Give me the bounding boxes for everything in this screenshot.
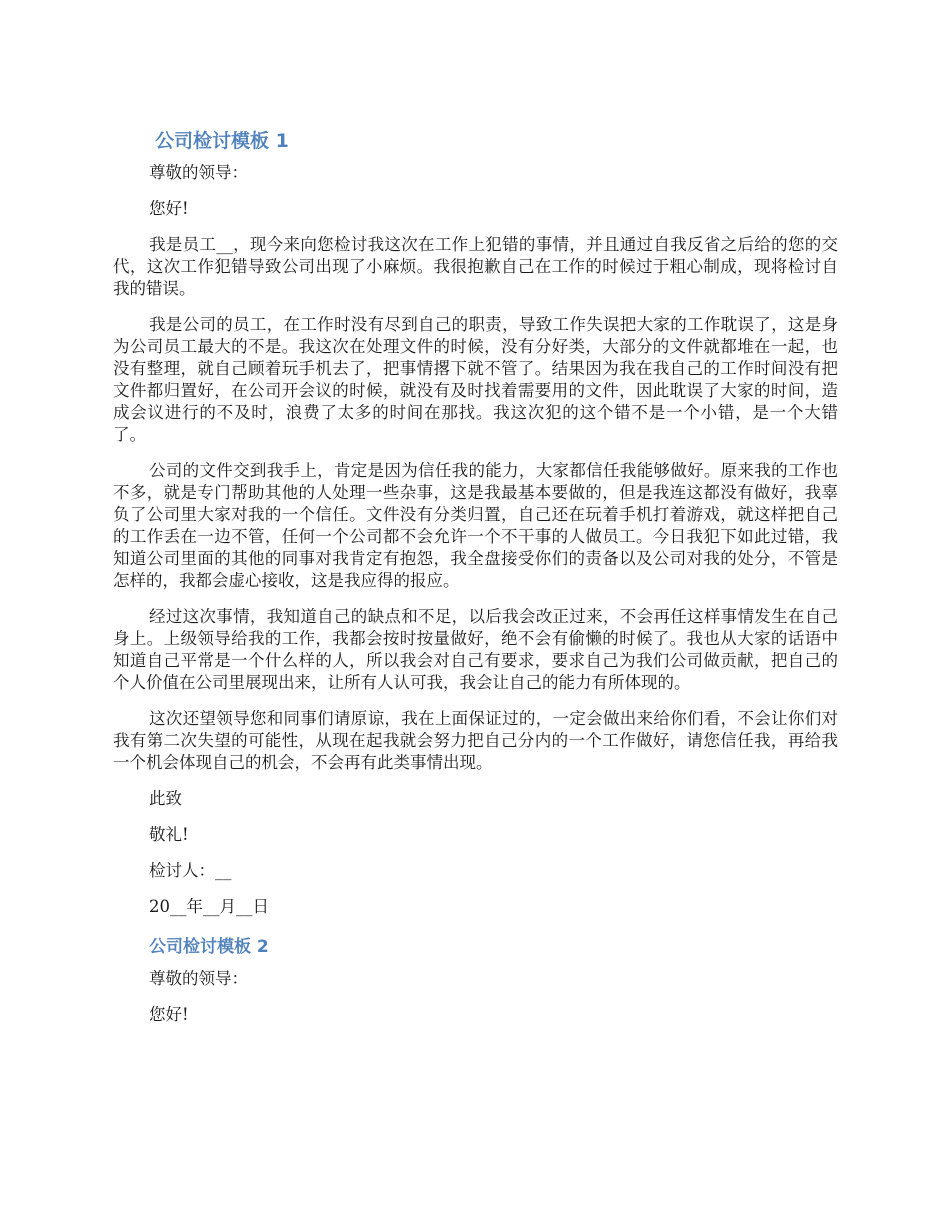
salutation-2: 尊敬的领导： xyxy=(149,969,248,988)
section-heading-2: 公司检讨模板 2 xyxy=(149,937,269,957)
closing-line-1: 此致 xyxy=(149,789,182,808)
date-line: 20__年__月__日 xyxy=(149,897,269,916)
body-paragraph-4: 经过这次事情，我知道自己的缺点和不足，以后我会改正过来，不会再任这样事情发生在自己身上。上级领导给我的工作，我都会按时按量做好，绝不会有偷懒的时候了。我也从大家的话语中知道自己平常是一个什么样的人，所以我会对自己有要求，要求自己为我们公司做贡献，把自己的个人价值在公司里展现出来，让所有人认可我，我会让自己的能力有所体现的。 xyxy=(113,607,838,692)
salutation: 尊敬的领导： xyxy=(149,163,248,182)
body-paragraph-1: 我是员工__，现今来向您检讨我这次在工作上犯错的事情，并且通过自我反省之后给的您的交代，这次工作犯错导致公司出现了小麻烦。我很抱歉自己在工作的时候过于粗心制成，现将检讨自我的错误。 xyxy=(113,235,838,298)
body-paragraph-2: 我是公司的员工，在工作时没有尽到自己的职责，导致工作失误把大家的工作耽误了，这是身为公司员工最大的不是。我这次在处理文件的时候，没有分好类，大部分的文件就都堆在一起，也没有整理，就自己顾着玩手机去了，把事情撂下就不管了。结果因为我在我自己的工作时间没有把文件都归置好，在公司开会议的时候，就没有及时找着需要用的文件，因此耽误了大家的时间，造成会议进行的不及时，浪费了太多的时间在那找。我这次犯的这个错不是一个小错，是一个大错了。 xyxy=(113,315,838,444)
greeting: 您好! xyxy=(149,199,189,218)
body-paragraph-5: 这次还望领导您和同事们请原谅，我在上面保证过的，一定会做出来给你们看，不会让你们对我有第二次失望的可能性，从现在起我就会努力把自己分内的一个工作做好，请您信任我，再给我一个机会体现自己的机会，不会再有此类事情出现。 xyxy=(113,709,838,772)
closing-line-2: 敬礼! xyxy=(149,825,189,844)
document-page xyxy=(113,126,838,1040)
greeting-2: 您好! xyxy=(149,1005,189,1024)
section-heading-1: 公司检讨模板 1 xyxy=(155,130,289,152)
body-paragraph-3: 公司的文件交到我手上，肯定是因为信任我的能力，大家都信任我能够做好。原来我的工作也不多，就是专门帮助其他的人处理一些杂事，这是我最基本要做的，但是我连这都没有做好，我辜负了公司里大家对我的一个信任。文件没有分类归置，自己还在玩着手机打着游戏，就这样把自己的工作丢在一边不管，任何一个公司都不会允许一个不干事的人做员工。今日我犯下如此过错，我知道公司里面的其他的同事对我肯定有抱怨，我全盘接受你们的责备以及公司对我的处分，不管是怎样的，我都会虚心接收，这是我应得的报应。 xyxy=(113,461,838,590)
signer-line: 检讨人：__ xyxy=(149,861,232,880)
